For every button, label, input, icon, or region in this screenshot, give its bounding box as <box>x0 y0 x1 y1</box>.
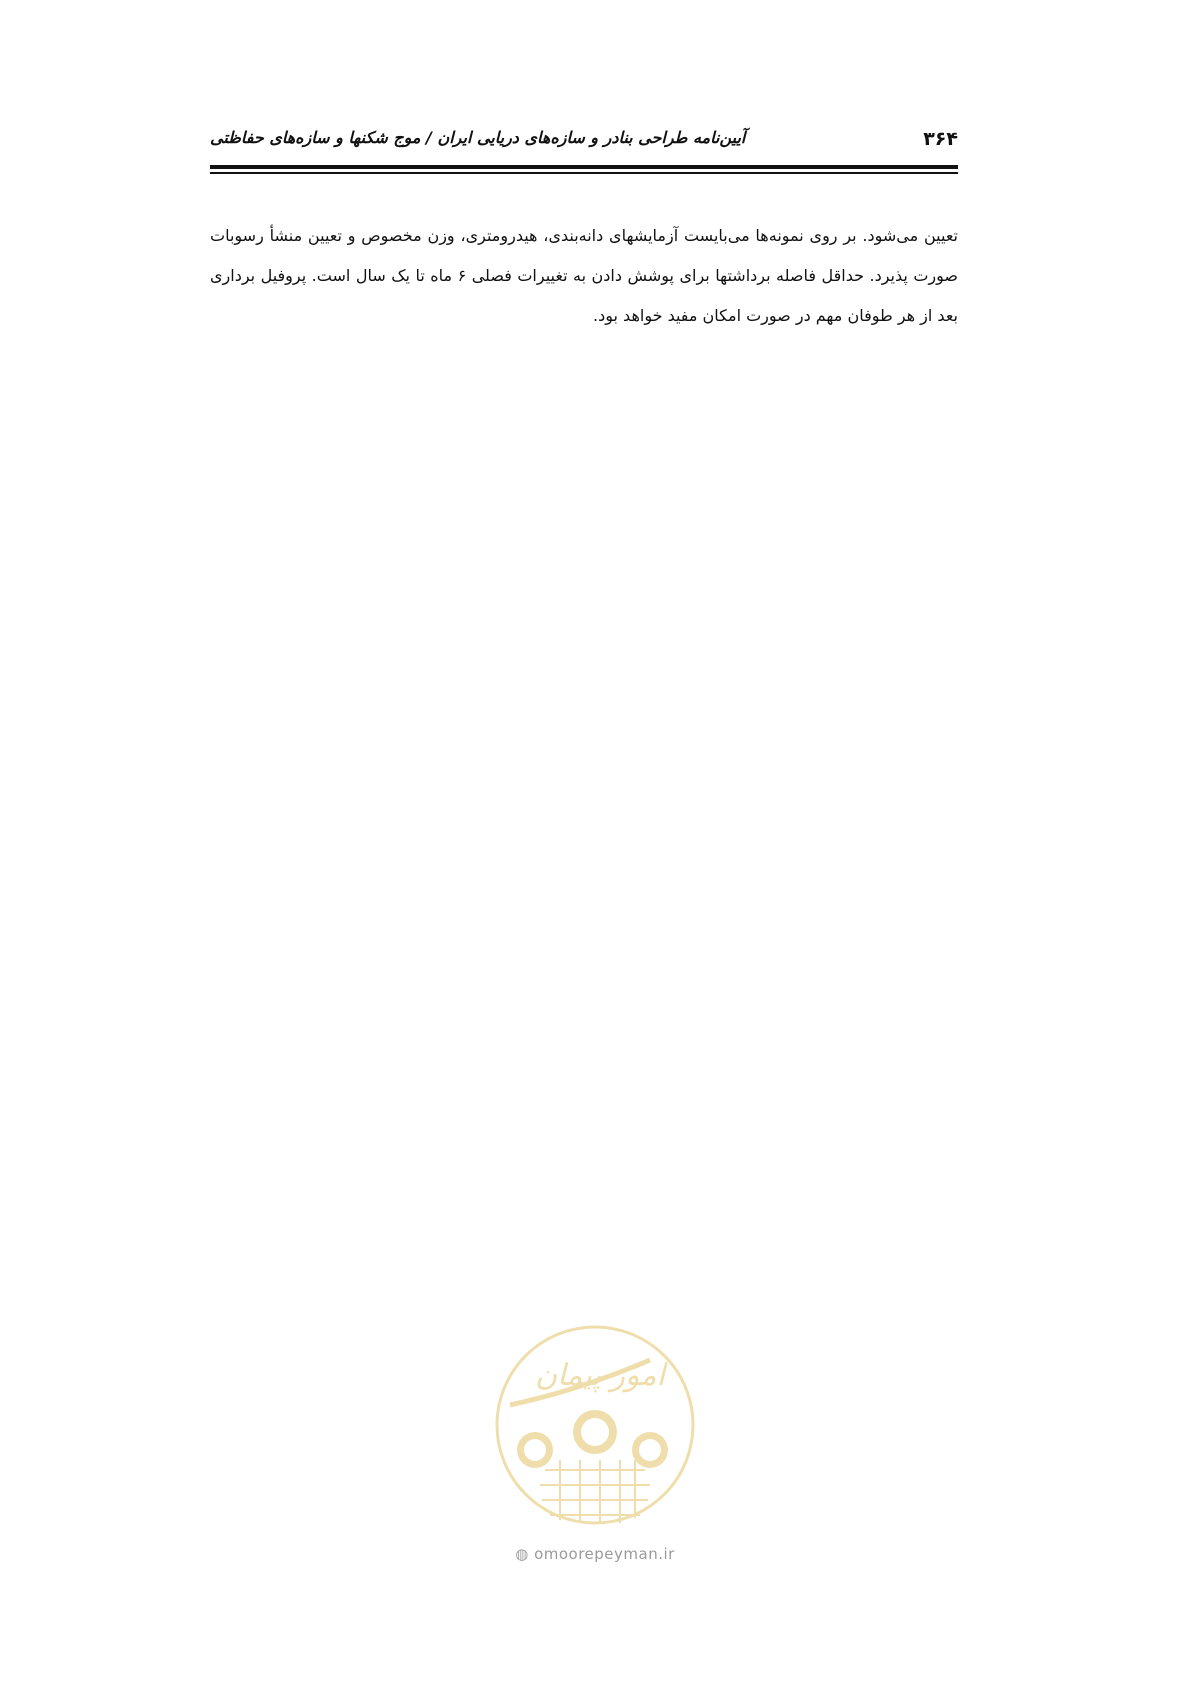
watermark-logo-text: امور پیمان <box>535 1358 665 1393</box>
page-number: ۳۶۴ <box>923 128 958 150</box>
header-rule-thin <box>210 172 958 174</box>
body-paragraph: تعیین می‌شود. بر روی نمونه‌ها می‌بایست آزمایشهای دانه‌بندی، هیدرومتری، وزن مخصوص و تعیین منشأ رسوبات صورت پذیرد. حداقل فاصله برداشتها برای پوشش دادن به تغییرات فصلی ۶ ماه تا یک سال است. پروفیل برداری بعد از هر طوفان مهم در صورت امکان مفید خواهد بود. <box>210 226 958 325</box>
header-rule-thick <box>210 165 958 169</box>
watermark-logo <box>490 1320 700 1580</box>
globe-icon: ◍ <box>515 1545 529 1563</box>
page-header <box>210 128 958 162</box>
watermark-url <box>490 1545 700 1563</box>
running-title: آیین‌نامه طراحی بنادر و سازه‌های دریایی ایران / موج شکنها و سازه‌های حفاظتی <box>210 128 746 147</box>
watermark-url-text: omoorepeyman.ir <box>534 1545 675 1563</box>
